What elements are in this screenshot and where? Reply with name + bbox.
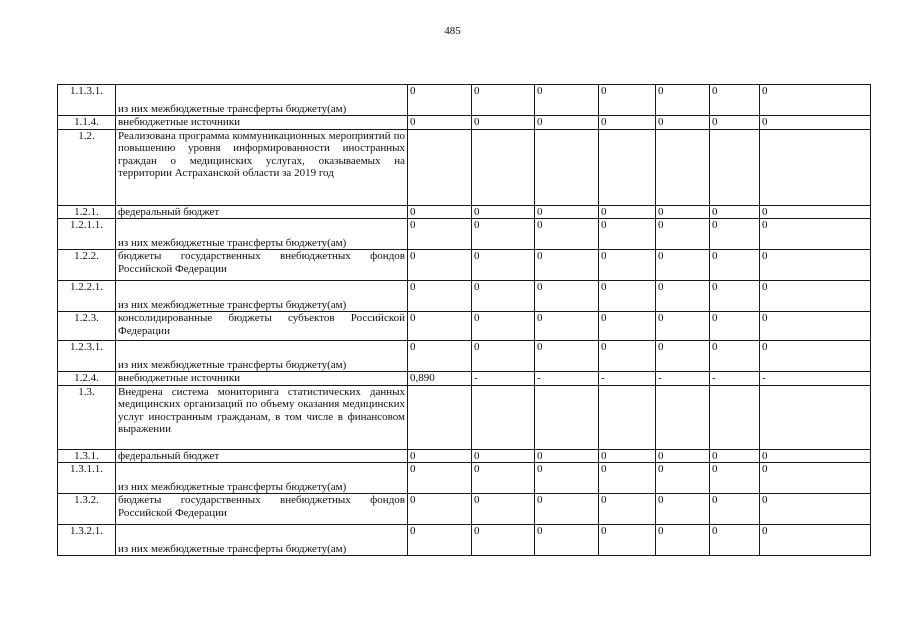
value-cell: 0,890 [408,372,472,386]
value-cell: 0 [408,463,472,494]
row-number: 1.3.1.1. [58,463,116,494]
value-cell: 0 [760,341,871,372]
value-cell: 0 [760,85,871,116]
row-description: внебюджетные источники [116,116,408,130]
value-cell: 0 [535,463,599,494]
value-cell: 0 [760,312,871,341]
value-cell: 0 [535,85,599,116]
table-row [58,525,871,556]
row-description: федеральный бюджет [116,205,408,219]
value-cell: 0 [656,341,710,372]
value-cell: 0 [408,494,472,525]
value-cell: - [535,372,599,386]
value-cell: 0 [472,219,535,250]
value-cell: 0 [408,449,472,463]
value-cell [472,129,535,205]
table-row [58,116,871,130]
value-cell: 0 [599,449,656,463]
value-cell [535,385,599,449]
value-cell: 0 [535,281,599,312]
value-cell: 0 [656,312,710,341]
value-cell: 0 [760,281,871,312]
value-cell: 0 [710,525,760,556]
row-number: 1.2.1. [58,205,116,219]
value-cell: 0 [656,205,710,219]
table-row [58,449,871,463]
value-cell: 0 [656,463,710,494]
value-cell [599,129,656,205]
row-number: 1.2.3. [58,312,116,341]
value-cell: 0 [656,449,710,463]
value-cell: 0 [599,312,656,341]
value-cell: 0 [472,281,535,312]
value-cell: 0 [710,463,760,494]
table-row [58,281,871,312]
row-description: из них межбюджетные трансферты бюджету(ам) [116,219,408,250]
row-number: 1.2.3.1. [58,341,116,372]
value-cell: - [599,372,656,386]
table-row [58,312,871,341]
value-cell [472,385,535,449]
value-cell: 0 [599,281,656,312]
row-description: Внедрена система мониторинга статистических данных медицинских организаций по объему оказания медицинских услуг иностранным гражданам, в том числе в финансовом выражении [116,385,408,449]
row-description: федеральный бюджет [116,449,408,463]
value-cell: 0 [760,116,871,130]
value-cell: - [472,372,535,386]
row-number: 1.2.1.1. [58,219,116,250]
row-number: 1.3.2. [58,494,116,525]
value-cell: 0 [599,341,656,372]
value-cell: 0 [760,219,871,250]
value-cell: 0 [710,116,760,130]
table-row [58,463,871,494]
value-cell [760,385,871,449]
value-cell: 0 [472,116,535,130]
value-cell: 0 [760,463,871,494]
row-number: 1.2.2.1. [58,281,116,312]
row-description: из них межбюджетные трансферты бюджету(ам) [116,85,408,116]
table-row [58,385,871,449]
row-description: из них межбюджетные трансферты бюджету(ам) [116,463,408,494]
value-cell: - [760,372,871,386]
row-number: 1.2.4. [58,372,116,386]
value-cell: 0 [408,219,472,250]
table-row [58,205,871,219]
value-cell: 0 [656,250,710,281]
value-cell: 0 [710,281,760,312]
value-cell: 0 [535,205,599,219]
row-number: 1.2.2. [58,250,116,281]
value-cell: 0 [599,494,656,525]
table-row [58,85,871,116]
value-cell: 0 [656,85,710,116]
value-cell: 0 [710,449,760,463]
row-number: 1.3.2.1. [58,525,116,556]
value-cell [710,385,760,449]
budget-table [57,84,871,556]
value-cell: 0 [535,116,599,130]
value-cell: 0 [710,341,760,372]
value-cell: 0 [760,449,871,463]
row-number: 1.1.3.1. [58,85,116,116]
page-number: 485 [444,25,461,37]
row-number: 1.1.4. [58,116,116,130]
value-cell: 0 [408,116,472,130]
value-cell: 0 [599,205,656,219]
table-row [58,372,871,386]
value-cell: 0 [472,205,535,219]
row-description: бюджеты государственных внебюджетных фондов Российской Федерации [116,250,408,281]
value-cell: 0 [710,85,760,116]
value-cell: 0 [408,85,472,116]
value-cell: 0 [535,341,599,372]
value-cell: 0 [408,281,472,312]
row-number: 1.3. [58,385,116,449]
value-cell: 0 [710,219,760,250]
value-cell: 0 [599,85,656,116]
value-cell: 0 [535,449,599,463]
value-cell: 0 [760,494,871,525]
value-cell: 0 [472,85,535,116]
value-cell [760,129,871,205]
value-cell: 0 [535,312,599,341]
value-cell: - [710,372,760,386]
table-row [58,494,871,525]
value-cell: 0 [760,205,871,219]
value-cell [710,129,760,205]
value-cell: 0 [472,463,535,494]
value-cell: 0 [656,219,710,250]
value-cell: 0 [710,494,760,525]
value-cell: 0 [472,449,535,463]
value-cell: 0 [599,463,656,494]
value-cell: 0 [472,341,535,372]
value-cell: 0 [599,250,656,281]
table-row [58,219,871,250]
row-description: консолидированные бюджеты субъектов Российской Федерации [116,312,408,341]
value-cell [599,385,656,449]
value-cell: 0 [710,250,760,281]
row-description: из них межбюджетные трансферты бюджету(ам) [116,525,408,556]
row-number: 1.3.1. [58,449,116,463]
row-description: бюджеты государственных внебюджетных фондов Российской Федерации [116,494,408,525]
value-cell: 0 [408,250,472,281]
value-cell [656,129,710,205]
value-cell: 0 [760,525,871,556]
value-cell: 0 [599,525,656,556]
value-cell: 0 [535,525,599,556]
value-cell: 0 [656,525,710,556]
value-cell: 0 [408,205,472,219]
table-row [58,129,871,205]
value-cell [656,385,710,449]
value-cell: 0 [535,219,599,250]
row-description: из них межбюджетные трансферты бюджету(ам) [116,281,408,312]
value-cell: 0 [599,219,656,250]
value-cell: 0 [472,525,535,556]
value-cell: 0 [472,494,535,525]
value-cell: 0 [408,525,472,556]
value-cell: 0 [760,250,871,281]
value-cell [408,129,472,205]
value-cell: 0 [656,494,710,525]
value-cell: 0 [472,250,535,281]
value-cell [535,129,599,205]
value-cell: 0 [599,116,656,130]
value-cell: 0 [710,205,760,219]
value-cell: 0 [535,250,599,281]
row-description: внебюджетные источники [116,372,408,386]
value-cell: 0 [656,116,710,130]
row-description: Реализована программа коммуникационных мероприятий по повышению уровня информированности иностранных граждан о медицинских услугах, оказываемых на территории Астраханской области за 2019 год [116,129,408,205]
value-cell: 0 [710,312,760,341]
value-cell [408,385,472,449]
value-cell: 0 [408,341,472,372]
table-row [58,341,871,372]
row-description: из них межбюджетные трансферты бюджету(ам) [116,341,408,372]
value-cell: 0 [408,312,472,341]
table-row [58,250,871,281]
row-number: 1.2. [58,129,116,205]
value-cell: 0 [535,494,599,525]
value-cell: 0 [656,281,710,312]
value-cell: 0 [472,312,535,341]
value-cell: - [656,372,710,386]
